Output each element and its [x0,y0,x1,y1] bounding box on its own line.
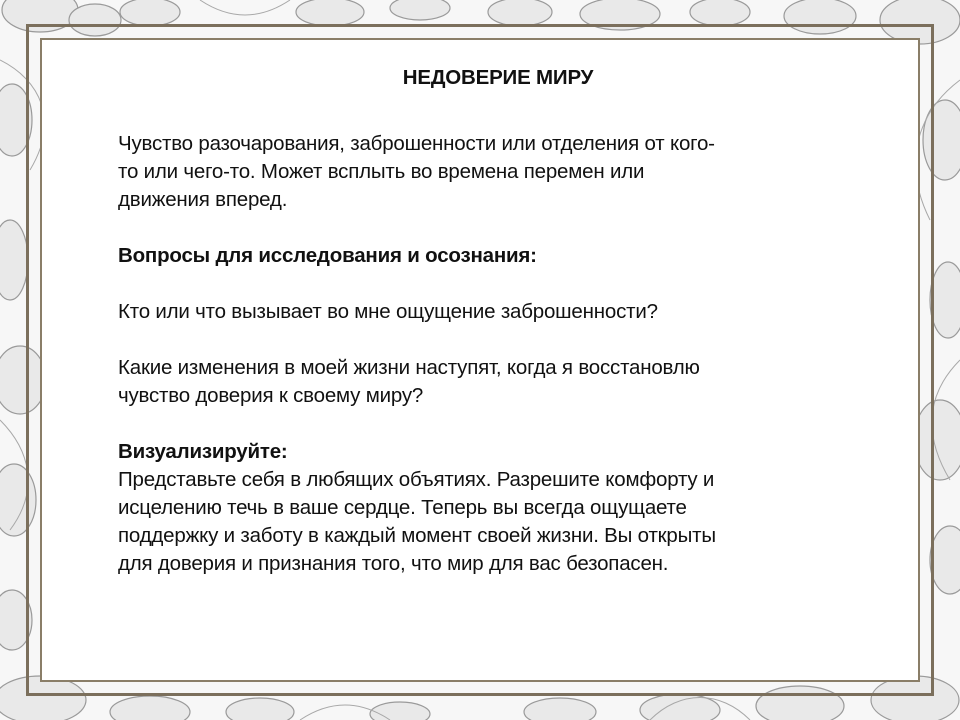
question-2-line: чувство доверия к своему миру? [118,384,424,407]
intro-line: то или чего-то. Может всплыть во времена перемен или [118,160,645,183]
question-1: Кто или что вызывает во мне ощущение заброшенности? [118,300,658,323]
questions-heading: Вопросы для исследования и осознания: [118,244,537,267]
question-2-line: Какие изменения в моей жизни наступят, когда я восстановлю [118,356,700,379]
visualize-line: Представьте себя в любящих объятиях. Разрешите комфорту и [118,468,715,491]
intro-paragraph [118,130,848,214]
visualize-paragraph [118,466,848,578]
visualize-line: для доверия и признания того, что мир для вас безопасен. [118,552,669,575]
document-content [118,64,848,578]
visualize-line: поддержку и заботу в каждый момент своей жизни. Вы открыты [118,524,716,547]
intro-line: движения вперед. [118,188,288,211]
visualize-heading: Визуализируйте: [118,440,288,463]
visualize-line: исцелению течь в ваше сердце. Теперь вы всегда ощущаете [118,496,687,519]
intro-line: Чувство разочарования, заброшенности или отделения от кого- [118,132,715,155]
question-2 [118,354,848,410]
page-title: НЕДОВЕРИЕ МИРУ [402,66,594,89]
